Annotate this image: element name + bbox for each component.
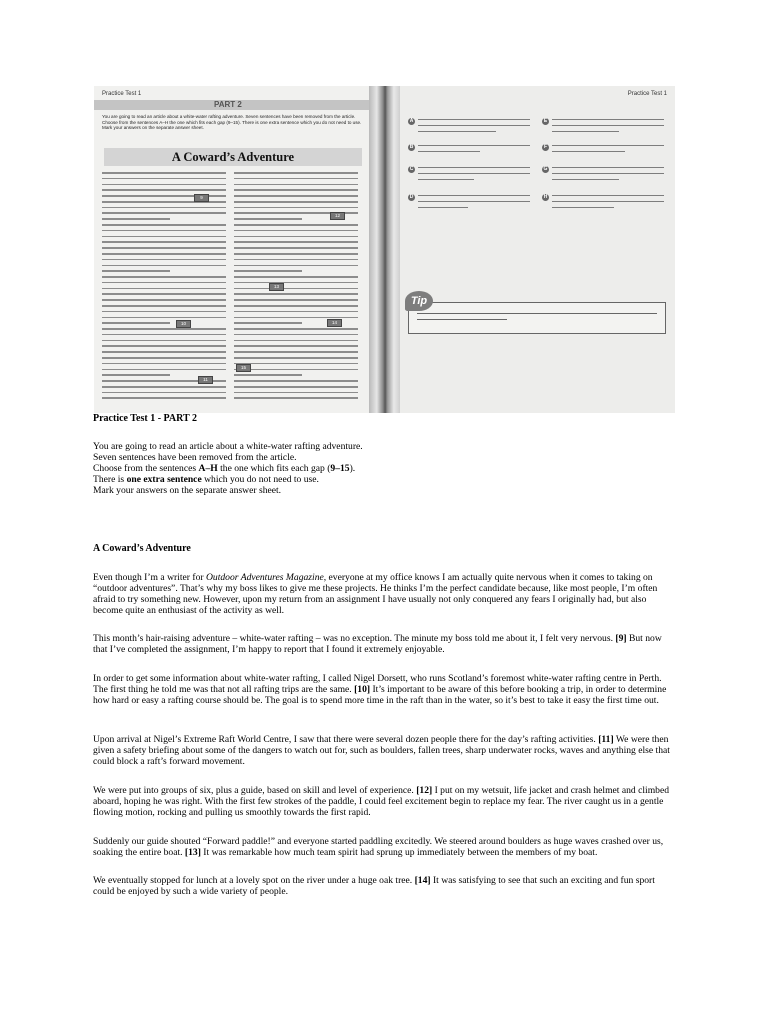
scan-text-line — [234, 218, 302, 220]
scan-text-line — [102, 241, 226, 243]
scan-text-line — [102, 293, 226, 295]
scan-text-line — [234, 351, 358, 353]
scan-tip-badge: Tip — [405, 291, 433, 311]
scan-text-line — [234, 189, 358, 191]
scan-text-column-right — [234, 172, 358, 403]
scan-article-title: A Coward’s Adventure — [171, 150, 295, 164]
scan-text-line — [102, 288, 226, 290]
scan-gap-marker: 14 — [327, 319, 342, 327]
scan-text-line — [102, 265, 226, 267]
scan-text-line — [234, 241, 358, 243]
scan-text-line — [234, 288, 358, 290]
article-paragraph-6: Suddenly our guide shouted “Forward paddle!” and everyone started paddling excitedly. We steered around boulders as huge waves crashed over us, soaking the entire boat. [13] It was remarkable how much team spirit had sprung up immediately between the members of my boat. — [93, 836, 664, 858]
scan-text-line — [234, 380, 358, 382]
scan-gap-marker: 10 — [176, 320, 191, 328]
scan-gap-marker: 13 — [269, 283, 284, 291]
scan-text-line — [102, 282, 226, 284]
scan-text-line — [234, 224, 358, 226]
scan-text-line — [234, 369, 358, 371]
scan-text-line — [234, 299, 358, 301]
article-paragraph-3: In order to get some information about white-water rafting, I called Nigel Dorsett, who runs Scotland’s foremost white-water rafting centre in Perth. The first thing he told me was that not all rafting trips are the same. [10] It’s important to be aware of this before booking a trip, in order to determine how hard or easy a rafting course should be. The goal is to spend more time in the raft than in the water, so it’s best to take it easy the first time out. — [93, 673, 667, 706]
scan-instructions: You are going to read an article about a white-water rafting adventure. Seven sentences have been removed from the article. Choose from the sentences A–H the one which fits each gap (9–15). There is one extra sentence which you do not need to use. Mark your answers on the separate answer sheet. — [102, 114, 362, 131]
scan-text-line — [234, 247, 358, 249]
scan-text-line — [234, 207, 358, 209]
article-paragraph-7: We eventually stopped for lunch at a lovely spot on the river under a huge oak tree. [14] It was satisfying to see that such an exciting and fun sport could be enjoyed by such a wide variety of people. — [93, 875, 655, 897]
scan-text-line — [102, 363, 226, 365]
scan-text-line — [102, 305, 226, 307]
scan-text-line — [102, 322, 170, 324]
scan-left-page — [94, 86, 369, 413]
instructions-block — [93, 441, 676, 496]
scan-text-line — [102, 392, 226, 394]
scan-text-line — [234, 311, 358, 313]
scanned-textbook-spread — [94, 86, 675, 413]
scan-text-line — [102, 397, 226, 399]
scan-text-line — [102, 317, 226, 319]
gap-marker-12: [12] — [416, 785, 433, 796]
article-paragraph-5: We were put into groups of six, plus a guide, based on skill and level of experience. [12] I put on my wetsuit, life jacket and crash helmet and climbed aboard, hoping he was right. With the first few strokes of the paddle, I could feel excitement begin to replace my fear. The river caught us in a gentle flowing motion, rocking and pulling us smoothly towards the first rapid. — [93, 785, 670, 818]
scan-book-spine — [369, 86, 400, 413]
instruction-line: Mark your answers on the separate answer sheet. — [93, 485, 282, 496]
instruction-line: You are going to read an article about a white-water rafting adventure. — [93, 441, 363, 452]
article-paragraph-4: Upon arrival at Nigel’s Extreme Raft World Centre, I saw that there were several dozen people there for the day’s rafting activities. [11] We were then given a safety briefing about some of the dangers to watch out for, such as boulders, fallen trees, sharp underwater rocks, waves and anything else that could block a raft’s forward movement. — [93, 734, 670, 767]
scan-text-line — [102, 334, 226, 336]
page-heading: Practice Test 1 - PART 2 — [93, 413, 197, 424]
scan-text-line — [102, 236, 226, 238]
gap-marker-9: [9] — [615, 633, 627, 644]
scan-text-line — [234, 317, 358, 319]
scan-text-line — [102, 345, 226, 347]
scan-text-line — [102, 172, 226, 174]
scan-text-line — [102, 311, 226, 313]
scan-right-header: Practice Test 1 — [627, 91, 667, 97]
scan-gap-marker: 11 — [198, 376, 213, 384]
scan-text-line — [234, 374, 302, 376]
scan-text-line — [102, 369, 226, 371]
scan-gap-marker: 9 — [194, 194, 209, 202]
scan-text-line — [234, 357, 358, 359]
scan-part-label: PART 2 — [214, 100, 242, 109]
scan-text-line — [234, 293, 358, 295]
scan-text-line — [102, 224, 226, 226]
scan-text-line — [102, 270, 170, 272]
scan-right-page: Practice Test 1 A E B F C G D H Tip — [400, 86, 675, 413]
scan-text-line — [102, 386, 226, 388]
scan-text-line — [102, 247, 226, 249]
scan-text-line — [234, 276, 358, 278]
scan-text-line — [102, 328, 226, 330]
instruction-line: There is one extra sentence which you do not need to use. — [93, 474, 319, 485]
scan-text-line — [102, 299, 226, 301]
scan-text-line — [102, 276, 226, 278]
scan-text-line — [102, 207, 226, 209]
scan-text-line — [234, 397, 358, 399]
scan-text-line — [102, 259, 226, 261]
scan-text-line — [234, 236, 358, 238]
scan-part-band — [94, 100, 369, 110]
scan-text-line — [234, 253, 358, 255]
scan-text-line — [234, 282, 358, 284]
scan-left-header: Practice Test 1 — [102, 91, 142, 97]
scan-gap-marker: 12 — [330, 212, 345, 220]
scan-text-line — [102, 230, 226, 232]
scan-text-line — [102, 374, 170, 376]
scan-tip-box — [408, 295, 666, 334]
scan-text-line — [234, 386, 358, 388]
scan-text-line — [234, 259, 358, 261]
scan-text-line — [234, 363, 358, 365]
scan-text-line — [234, 334, 358, 336]
instruction-line: Seven sentences have been removed from the article. — [93, 452, 297, 463]
gap-marker-11: [11] — [598, 734, 614, 745]
gap-marker-10: [10] — [354, 684, 371, 695]
scan-text-line — [234, 172, 358, 174]
article-title: A Coward’s Adventure — [93, 543, 191, 554]
scan-text-line — [102, 340, 226, 342]
scan-text-line — [102, 253, 226, 255]
scan-text-line — [102, 351, 226, 353]
scan-title-band — [104, 148, 362, 166]
scan-text-line — [234, 340, 358, 342]
scan-text-line — [102, 178, 226, 180]
scan-text-column-left — [102, 172, 226, 403]
gap-marker-14: [14] — [414, 875, 431, 886]
scan-text-line — [234, 265, 358, 267]
scan-text-line — [234, 322, 302, 324]
scan-text-line — [102, 218, 170, 220]
scan-text-line — [234, 178, 358, 180]
scan-text-line — [234, 184, 358, 186]
gap-marker-13: [13] — [184, 847, 201, 858]
article-paragraph-2: This month’s hair-raising adventure – white-water rafting – was no exception. The minute my boss told me about it, I felt very nervous. [9] But now that I’ve completed the assignment, I’m happy to report that I found it extremely enjoyable. — [93, 633, 662, 655]
article-paragraph-1: Even though I’m a writer for Outdoor Adventures Magazine, everyone at my office knows I am actually quite nervous when it comes to taking on “outdoor adventures”. That’s why my boss likes to give me these projects. He thinks I’m the perfect candidate because, like most people, I’m often afraid to try something new. However, upon my return from an assignment I have usually not only conquered any fears I originally had, but also become quite an enthusiast of the activity as well. — [93, 572, 658, 616]
scan-text-line — [234, 230, 358, 232]
scan-gap-marker: 15 — [236, 364, 251, 372]
scan-text-line — [102, 189, 226, 191]
scan-text-line — [234, 195, 358, 197]
instruction-line: Choose from the sentences A–H the one which fits each gap (9–15). — [93, 463, 356, 474]
scan-text-line — [102, 212, 226, 214]
scan-text-line — [234, 305, 358, 307]
scan-text-line — [234, 345, 358, 347]
scan-text-line — [102, 184, 226, 186]
scan-text-line — [102, 357, 226, 359]
scan-text-line — [234, 270, 302, 272]
scan-text-line — [234, 392, 358, 394]
scan-text-line — [234, 328, 358, 330]
scan-text-line — [234, 201, 358, 203]
